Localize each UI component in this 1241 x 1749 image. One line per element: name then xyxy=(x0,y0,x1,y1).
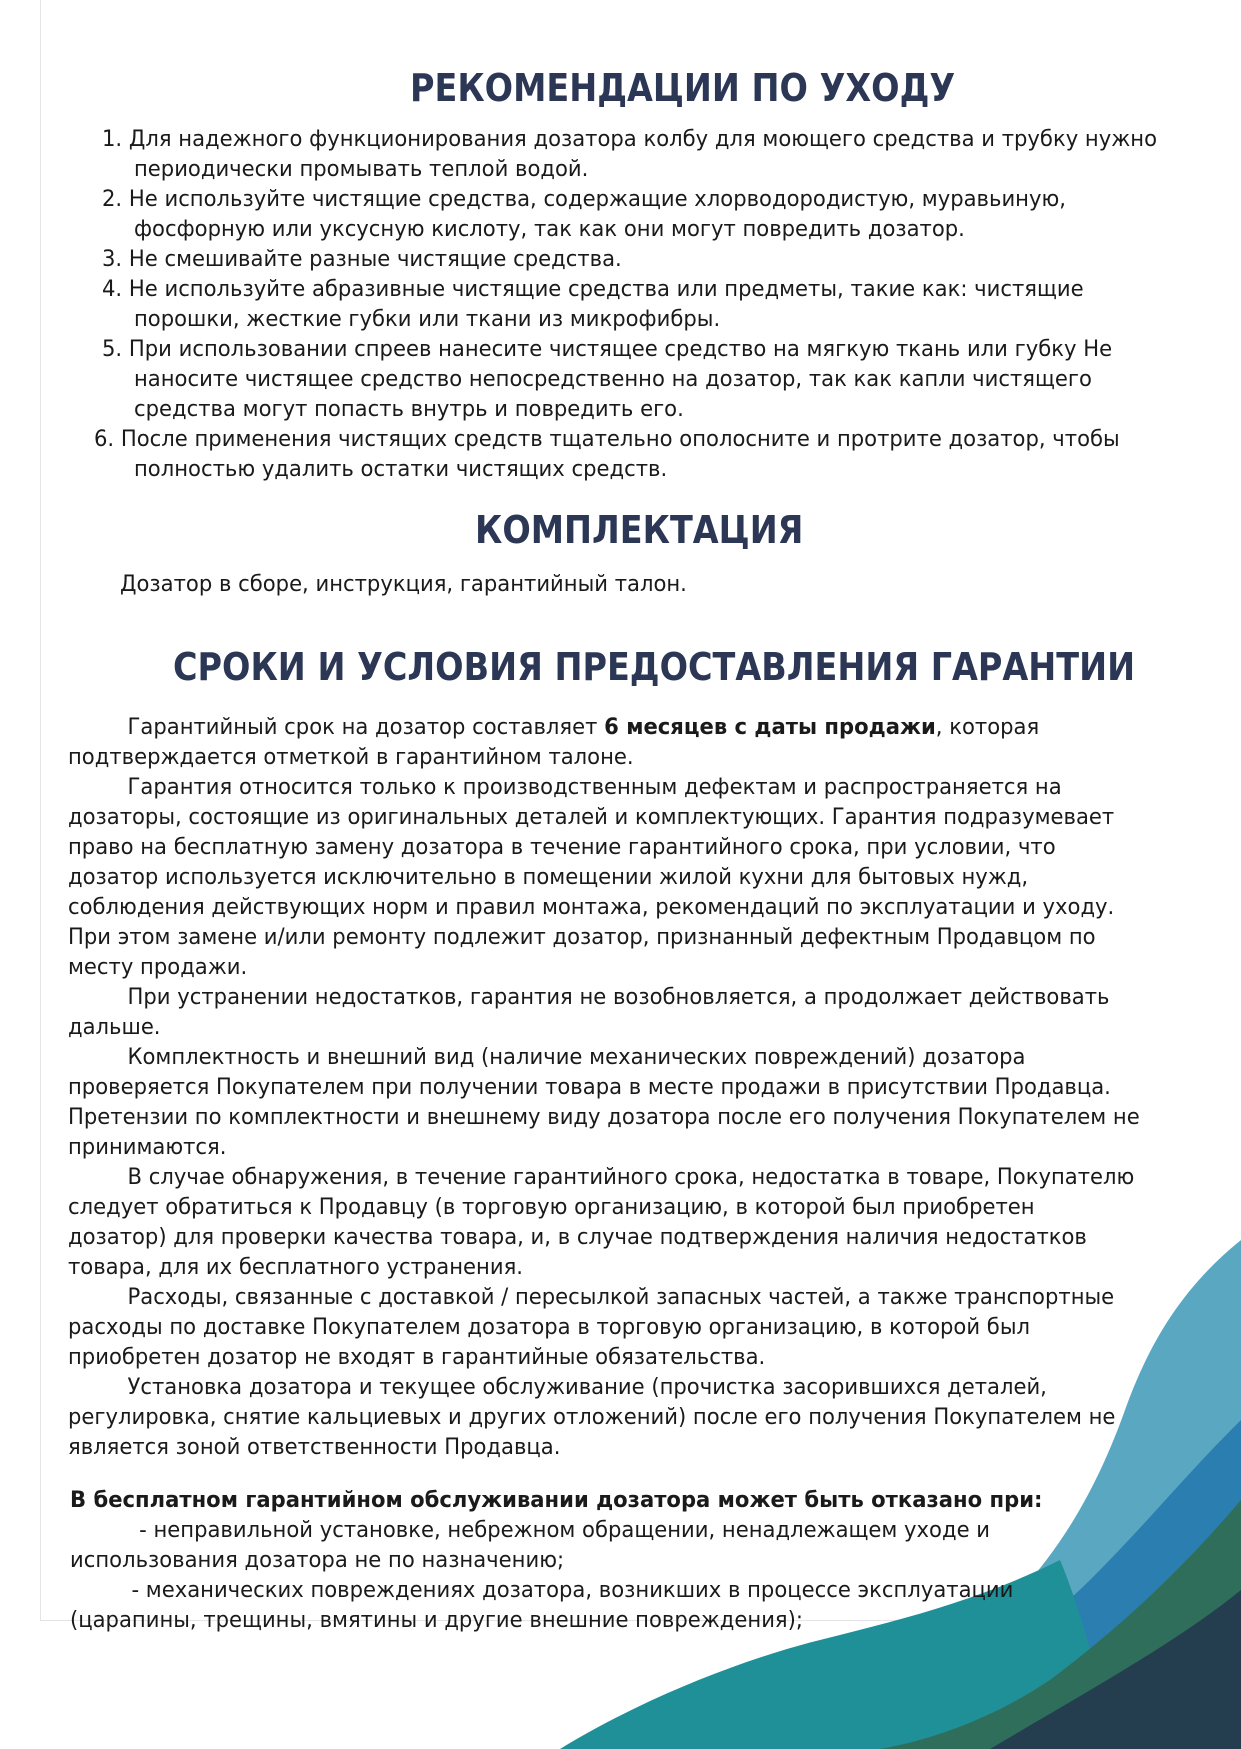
care-item-5 xyxy=(0,335,1241,425)
care-item-5-line-2: наносите чистящее средство непосредственно на дозатор, так как капли чистящего xyxy=(134,367,1092,392)
warranty-p7-line-1: Установка дозатора и текущее обслуживание (прочистка засорившихся деталей, xyxy=(127,1375,1047,1400)
warranty-p7-line-3: является зоной ответственности Продавца. xyxy=(68,1435,561,1460)
warranty-p3-line-2: дальше. xyxy=(68,1015,161,1040)
warranty-p4-line-2: проверяется Покупателем при получении товара в месте продажи в присутствии Продавца. xyxy=(68,1075,1111,1100)
warranty-p2-line-7: месту продажи. xyxy=(68,955,248,980)
warranty-p4-line-3: Претензии по комплектности и внешнему виду дозатора после его получения Покупателем не xyxy=(68,1105,1140,1130)
warranty-p5-line-1: В случае обнаружения, в течение гарантийного срока, недостатка в товаре, Покупателю xyxy=(127,1165,1135,1190)
warranty-paragraph-1 xyxy=(68,713,1080,773)
warranty-paragraph-6 xyxy=(68,1283,1158,1373)
warranty-p7-line-2: регулировка, снятие кальциевых и других отложений) после его получения Покупателем не xyxy=(68,1405,1116,1430)
warranty-p1-line-1: Гарантийный срок на дозатор составляет 6 месяцев с даты продажи, которая xyxy=(127,715,1040,740)
care-item-2-line-1: 2. Не используйте чистящие средства, содержащие хлорводородистую, муравьиную, xyxy=(102,187,1066,212)
warranty-p4-line-4: принимаются. xyxy=(68,1135,227,1160)
care-item-3-line-1: 3. Не смешивайте разные чистящие средства. xyxy=(102,247,622,272)
care-item-4 xyxy=(0,275,1241,335)
care-item-6-line-1: 6. После применения чистящих средств тщательно ополосните и протрите дозатор, чтобы xyxy=(94,427,1120,452)
care-item-1-line-1: 1. Для надежного функционирования дозатора колбу для моющего средства и трубку нужно xyxy=(102,127,1157,152)
warranty-p4-line-1: Комплектность и внешний вид (наличие механических повреждений) дозатора xyxy=(127,1045,1026,1070)
warranty-p5-line-3: дозатор) для проверки качества товара, и, в случае подтверждения наличия недостатков xyxy=(68,1225,1087,1250)
warranty-title: СРОКИ И УСЛОВИЯ ПРЕДОСТАВЛЕНИЯ ГАРАНТИИ xyxy=(173,645,1136,689)
care-item-4-line-2: порошки, жесткие губки или ткани из микрофибры. xyxy=(134,307,721,332)
kit-title: КОМПЛЕКТАЦИЯ xyxy=(475,508,804,552)
warranty-p2-line-1: Гарантия относится только к производственным дефектам и распространяется на xyxy=(127,775,1062,800)
care-item-2 xyxy=(0,185,1241,245)
warranty-paragraph-5 xyxy=(68,1163,1179,1283)
warranty-paragraph-4 xyxy=(68,1043,1184,1163)
refusal-title: В бесплатном гарантийном обслуживании дозатора может быть отказано при: xyxy=(70,1488,1043,1513)
warranty-p1-line-2: подтверждается отметкой в гарантийном талоне. xyxy=(68,745,634,770)
warranty-p2-line-5: соблюдения действующих норм и правил монтажа, рекомендаций по эксплуатации и уходу. xyxy=(68,895,1115,920)
care-item-5-line-3: средства могут попасть внутрь и повредить его. xyxy=(134,397,684,422)
care-item-1-line-2: периодически промывать теплой водой. xyxy=(134,157,589,182)
care-item-2-line-2: фосфорную или уксусную кислоту, так как они могут повредить дозатор. xyxy=(134,217,965,242)
care-item-6-line-2: полностью удалить остатки чистящих средств. xyxy=(134,457,668,482)
care-list xyxy=(0,125,1241,485)
care-item-3 xyxy=(0,245,1241,275)
refusal-block xyxy=(70,1486,1083,1636)
care-title: РЕКОМЕНДАЦИИ ПО УХОДУ xyxy=(410,66,956,110)
warranty-p2-line-4: дозатор используется исключительно в помещении жилой кухни для бытовых нужд, xyxy=(68,865,1029,890)
care-item-4-line-1: 4. Не используйте абразивные чистящие средства или предметы, такие как: чистящие xyxy=(102,277,1084,302)
warranty-p6-line-1: Расходы, связанные с доставкой / пересылкой запасных частей, а также транспортные xyxy=(127,1285,1115,1310)
warranty-p3-line-1: При устранении недостатков, гарантия не возобновляется, а продолжает действовать xyxy=(127,985,1110,1010)
warranty-paragraph-3 xyxy=(68,983,1153,1043)
care-item-1 xyxy=(0,125,1241,185)
refusal-item-2-line-2: (царапины, трещины, вмятины и другие внешние повреждения); xyxy=(70,1608,803,1633)
refusal-item-1-line-1: - неправильной установке, небрежном обращении, ненадлежащем уходе и xyxy=(139,1518,991,1543)
care-item-6 xyxy=(0,425,1241,485)
warranty-period: 6 месяцев с даты продажи xyxy=(604,715,936,740)
warranty-p2-line-3: право на бесплатную замену дозатора в течение гарантийного срока, при условии, что xyxy=(68,835,1056,860)
warranty-p5-line-2: следует обратиться к Продавцу (в торговую организацию, в которой был приобретен xyxy=(68,1195,1035,1220)
refusal-item-1-line-2: использования дозатора не по назначению; xyxy=(70,1548,565,1573)
warranty-p5-line-4: товара, для их бесплатного устранения. xyxy=(68,1255,524,1280)
kit-text-block xyxy=(120,570,711,600)
care-item-5-line-1: 5. При использовании спреев нанесите чистящее средство на мягкую ткань или губку Не xyxy=(102,337,1113,362)
kit-text: Дозатор в сборе, инструкция, гарантийный талон. xyxy=(120,572,687,597)
refusal-item-2-line-1: - механических повреждениях дозатора, возникших в процессе эксплуатации xyxy=(131,1578,1014,1603)
warranty-paragraph-7 xyxy=(68,1373,1159,1463)
warranty-p2-line-2: дозаторы, состоящие из оригинальных деталей и комплектующих. Гарантия подразумевает xyxy=(68,805,1115,830)
warranty-p6-line-2: расходы по доставке Покупателем дозатора в торговую организацию, в которой был xyxy=(68,1315,1030,1340)
warranty-p2-line-6: При этом замене и/или ремонту подлежит дозатор, признанный дефектным Продавцом по xyxy=(68,925,1096,950)
warranty-paragraph-2 xyxy=(68,773,1158,983)
warranty-p6-line-3: приобретен дозатор не входят в гарантийные обязательства. xyxy=(68,1345,766,1370)
